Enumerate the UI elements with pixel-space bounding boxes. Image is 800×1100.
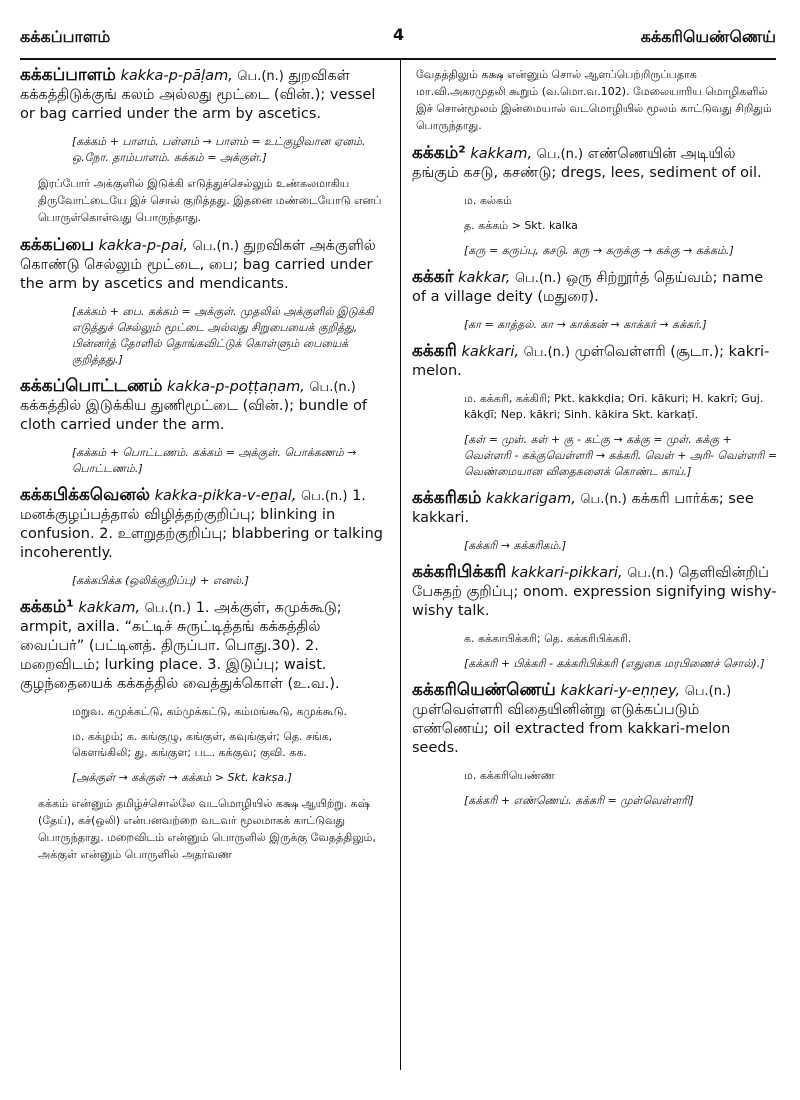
definition: எண்ணெயின் அடியில் தங்கும் கசடு, கசண்டு; dregs, lees, sediment of oil. [412,146,762,181]
transliteration: kakka-p-pāḷam, [120,68,233,84]
cognates: ம. கக்கரியெண்ண [464,769,555,782]
cognates: ம. கல்கம் [464,194,512,207]
transliteration: kakka-pikka-v-eṉal, [154,488,297,504]
transliteration: kakka-p-poṭṭaṇam, [167,379,305,395]
synonyms: மறுவ. கமுக்கட்டு, கம்முக்கட்டு, கம்மங்கூடு, கமுக்கூடு. [72,705,348,718]
running-head-left: கக்கப்பாளம் [20,27,111,46]
headword: கக்கரிபிக்கரி [412,562,507,582]
etymology: [கா = காத்தல். கா → காக்கன் → காக்கர் → கக்கர்.] [464,318,707,331]
headword: கக்கரிகம் [412,488,482,508]
headword: கக்கரி [412,341,457,361]
page-number: 4 [393,25,405,44]
entry-kakkam-2 [412,144,778,183]
grammar-tag: பெ.(n.) [514,271,562,286]
transliteration: kakkari-pikkari, [510,565,623,581]
note: கக்கம் என்னும் தமிழ்ச்சொல்லே வடமொழியில் கக்ஷ ஆயிற்று. கஷ் (தேய்), கச்(ஒலி) என்பனவற்றை வடவர் மூலமாகக் காட்டுவது பொருந்தாது. மறைவிடம் என்னும் பொருளில் இருக்கு வேதத்திலும், அக்குள் என்னும் பொருளில் அதர்வண [38,797,376,861]
headword: கக்கப்பை [20,235,95,255]
definition: தெளிவின்றிப் பேசுதற் குறிப்பு; onom. expression signifying wishy-wishy talk. [412,565,777,619]
definition: கக்கத்தில் இடுக்கிய துணிமூட்டை (வின்.); bundle of cloth carried under the arm. [20,398,367,433]
etymology: [கரு = கருப்பு, கசடு. கரு → கருக்கு → கக்கு → கக்கம்.] [464,244,734,257]
transliteration: kakkarigam, [486,491,576,507]
left-column [20,66,388,1080]
transliteration: kakkari-y-eṇṇey, [560,683,681,699]
entry-kakkariyenney [412,681,778,758]
page-header [0,0,800,62]
grammar-tag: பெ.(n.) [580,492,627,507]
entry-kakkapikkavenal [20,486,388,563]
grammar-tag: பெ.(n.) [144,601,192,616]
transliteration: kakkar, [458,270,511,286]
note-continuation: வேதத்திலும் கக்ஷ என்னும் சொல் ஆளப்பெற்றிருப்பதாக மா.வி.அகரமுதலி கூறும் (வ.மொ.வ.102). மேலையாரிய மொழிகளில் இச் சொன்மூலம் இன்மையால் வடமொழியில் மூலம் காட்டுவது சிறிதும் பொருந்தாது. [416,68,772,132]
headword: கக்கம்² [412,143,466,163]
etymology: [அக்குள் → கக்குள் → கக்கம் > Skt. kakṣa.] [72,771,292,784]
definition: ஒரு சிற்றூர்த் தெய்வம்; name of a village deity (மதுரை). [412,270,764,305]
transliteration: kakkam, [470,146,533,162]
note: இரப்போர் அக்குளில் இடுக்கி எடுத்துச்செல்லும் உண்கலமாகிய திருவோட்டையே இச் சொல் குறித்தது. இதனை மண்டையோடு எனப் பொருள்கொள்வது பொருந்தாது. [38,177,382,224]
etymology: [கக்கம் + பொட்டணம். கக்கம் = அக்குள். பொக்கணம் → பொட்டணம்.] [72,446,357,475]
entry-kakkappalam [20,66,388,124]
etymology: [கக்கரி + எண்ணெய். கக்கரி = முள்வெள்ளரி] [464,794,694,807]
etymology: [கக்கம் + பை. கக்கம் = அக்குள். முதலில் அக்குளில் இடுக்கி எடுத்துச் செல்லும் மூட்டை அல்லது சிறுபையைக் குறித்து, பின்னர்த் தோளில் தொங்கவிட்டுக் கொள்ளும் பையைக் குறித்தது.] [72,305,374,366]
transliteration: kakkari, [461,344,520,360]
definition: துறவிகள் கக்கத்திடுக்குங் கலம் அல்லது மூட்டை (வின்.); vessel or bag carried under the arm by ascetics. [20,68,376,122]
header-rule [20,58,776,60]
cognates: ம. கக்கரி, கக்கிரி; Pkt. kakkḍia; Ori. kākuri; H. kakrī; Guj. kākḍī; Nep. kākri; Sinh. kākira Skt. karkaṭī. [464,392,764,421]
entry-kakkappai [20,236,388,294]
etymology: [கக்கம் + பாளம். பள்ளம் → பாளம் = உட்குழிவான ஏனம். ஒ.நோ. தாம்பாளம். கக்கம் = அக்குள்.] [72,135,366,164]
etymology: [கக்கரி → கக்கரிகம்.] [464,539,567,552]
headword: கக்கர் [412,267,454,287]
entry-kakkappottanam [20,377,388,435]
cognates: த. கக்கம் > Skt. kalka [464,219,578,232]
grammar-tag: பெ.(n.) [192,239,240,254]
definition: கக்கரி பார்க்க; see kakkari. [412,491,754,526]
transliteration: kakka-p-pai, [98,238,188,254]
etymology: [கக்கரி + பிக்கரி - கக்கரிபிக்கரி (எதுகை மரபிணைச் சொல்).] [464,657,765,670]
entry-kakkari [412,342,778,381]
entry-kakkaripikkari [412,563,778,621]
cognates: க. கக்காபிக்கரி; தெ. கக்கரிபிக்கரி. [464,632,632,645]
running-head-right: கக்கரியெண்ணெய் [640,27,776,46]
grammar-tag: பெ.(n.) [309,380,356,395]
headword: கக்கபிக்கவெனல் [20,485,150,505]
headword: கக்கப்பொட்டணம் [20,376,163,396]
definition: முள்வெள்ளரி விதையினின்று எடுக்கப்படும் எண்ணெய்; oil extracted from kakkari-melon seeds. [412,702,731,756]
grammar-tag: பெ.(n.) [684,684,732,699]
grammar-tag: பெ.(n.) [536,147,584,162]
entry-kakkar [412,268,778,307]
headword: கக்கம்¹ [20,597,74,617]
grammar-tag: பெ.(n.) [237,69,284,84]
transliteration: kakkam, [78,600,141,616]
entry-kakkam-1 [20,598,388,694]
right-column [412,66,778,1080]
column-divider [400,60,401,1070]
definition: 1. மனக்குழப்பத்தால் விழித்தற்குறிப்பு; blinking in confusion. 2. உளறுதற்குறிப்பு; blabbering or talking incoherently. [20,488,383,561]
grammar-tag: பெ.(n.) [627,566,674,581]
grammar-tag: பெ.(n.) [523,345,571,360]
entry-kakkarigam [412,489,778,528]
headword: கக்கரியெண்ணெய் [412,680,556,700]
etymology: [கக்கபிக்க (ஒலிக்குறிப்பு) + எனல்.] [72,574,249,587]
definition: 1. அக்குள், கமுக்கூடு; armpit, axilla. “கட்டிச் சுருட்டித்தங் கக்கத்தில் வைப்பர்” (பட்டினத். திருப்பா. பொது.30). 2. மறைவிடம்; lurking place. 3. இடுப்பு; waist. குழந்தையைக் கக்கத்தில் வைத்துக்கொள் (உ.வ.). [20,600,342,692]
etymology: [கள் = முள். கள் + கு - கட்கு → கக்கு = முள். கக்கு + வெள்ளரி - கக்குவெள்ளரி → கக்கரி. வெள் + அரி- வெள்ளரி = வெண்மையான விதைகளைக் கொண்ட காய்.] [464,433,778,478]
definition: முள்வெள்ளரி (சூடா.); kakri-melon. [412,344,770,379]
grammar-tag: பெ.(n.) [301,489,348,504]
cognates: ம. கக்ழம்; க. கங்குழு, கங்குள், கவுங்குள்; தெ. சங்க, கௌங்கிலி; து. கங்குள; பட. கக்குவ; குவி. கக. [72,730,333,759]
headword: கக்கப்பாளம் [20,66,116,85]
definition: துறவிகள் அக்குளில் கொண்டு செல்லும் மூட்டை, பை; bag carried under the arm by ascetics and mendicants. [20,238,376,292]
